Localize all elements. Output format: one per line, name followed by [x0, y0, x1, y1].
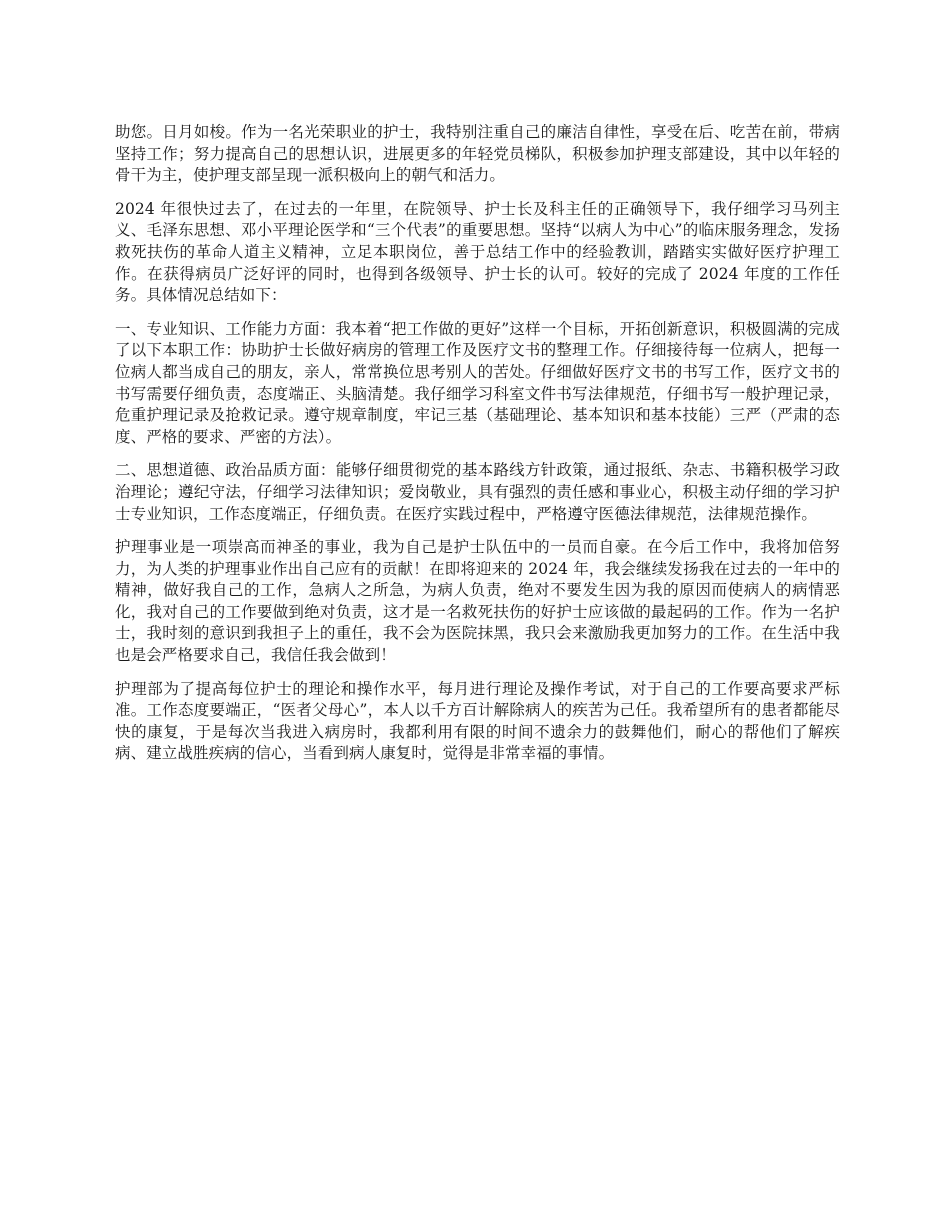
- paragraph: 护理部为了提高每位护士的理论和操作水平，每月进行理论及操作考试，对于自己的工作要高要求严标准。工作态度要端正，“医者父母心”，本人以千方百计解除病人的疾苦为己任。我希望所有的患者都能尽快的康复，于是每次当我进入病房时，我都利用有限的时间不遗余力的鼓舞他们，耐心的帮他们了解疾病、建立战胜疾病的信心，当看到病人康复时，觉得是非常幸福的事情。: [115, 679, 840, 763]
- paragraph: 二、思想道德、政治品质方面：能够仔细贯彻党的基本路线方针政策，通过报纸、杂志、书籍积极学习政治理论；遵纪守法，仔细学习法律知识；爱岗敬业，具有强烈的责任感和事业心，积极主动仔细的学习护士专业知识，工作态度端正，仔细负责。在医疗实践过程中，严格遵守医德法律规范，法律规范操作。: [115, 461, 840, 523]
- document-body: [115, 122, 840, 777]
- paragraph: 2024 年很快过去了，在过去的一年里，在院领导、护士长及科主任的正确领导下，我仔细学习马列主义、毛泽东思想、邓小平理论医学和“三个代表”的重要思想。坚持“以病人为中心”的临床服务理念，发扬救死扶伤的革命人道主义精神，立足本职岗位，善于总结工作中的经验教训，踏踏实实做好医疗护理工作。在获得病员广泛好评的同时，也得到各级领导、护士长的认可。较好的完成了 2024 年度的工作任务。具体情况总结如下：: [115, 199, 840, 305]
- paragraph: 一、专业知识、工作能力方面：我本着“把工作做的更好”这样一个目标，开拓创新意识，积极圆满的完成了以下本职工作：协助护士长做好病房的管理工作及医疗文书的整理工作。仔细接待每一位病人，把每一位病人都当成自己的朋友，亲人，常常换位思考别人的苦处。仔细做好医疗文书的书写工作，医疗文书的书写需要仔细负责，态度端正、头脑清楚。我仔细学习科室文件书写法律规范，仔细书写一般护理记录，危重护理记录及抢救记录。遵守规章制度，牢记三基（基础理论、基本知识和基本技能）三严（严肃的态度、严格的要求、严密的方法）。: [115, 319, 840, 446]
- paragraph: 护理事业是一项崇高而神圣的事业，我为自己是护士队伍中的一员而自豪。在今后工作中，我将加倍努力，为人类的护理事业作出自己应有的贡献！在即将迎来的 2024 年，我会继续发扬我在过去的一年中的精神，做好我自己的工作，急病人之所急，为病人负责，绝对不要发生因为我的原因而使病人的病情恶化，我对自己的工作要做到绝对负责，这才是一名救死扶伤的好护士应该做的最起码的工作。作为一名护士，我时刻的意识到我担子上的重任，我不会为医院抹黑，我只会来激励我更加努力的工作。在生活中我也是会严格要求自己，我信任我会做到！: [115, 538, 840, 665]
- paragraph: 助您。日月如梭。作为一名光荣职业的护士，我特别注重自己的廉洁自律性，享受在后、吃苦在前，带病坚持工作；努力提高自己的思想认识，进展更多的年轻党员梯队，积极参加护理支部建设，其中以年轻的骨干为主，使护理支部呈现一派积极向上的朝气和活力。: [115, 123, 840, 185]
